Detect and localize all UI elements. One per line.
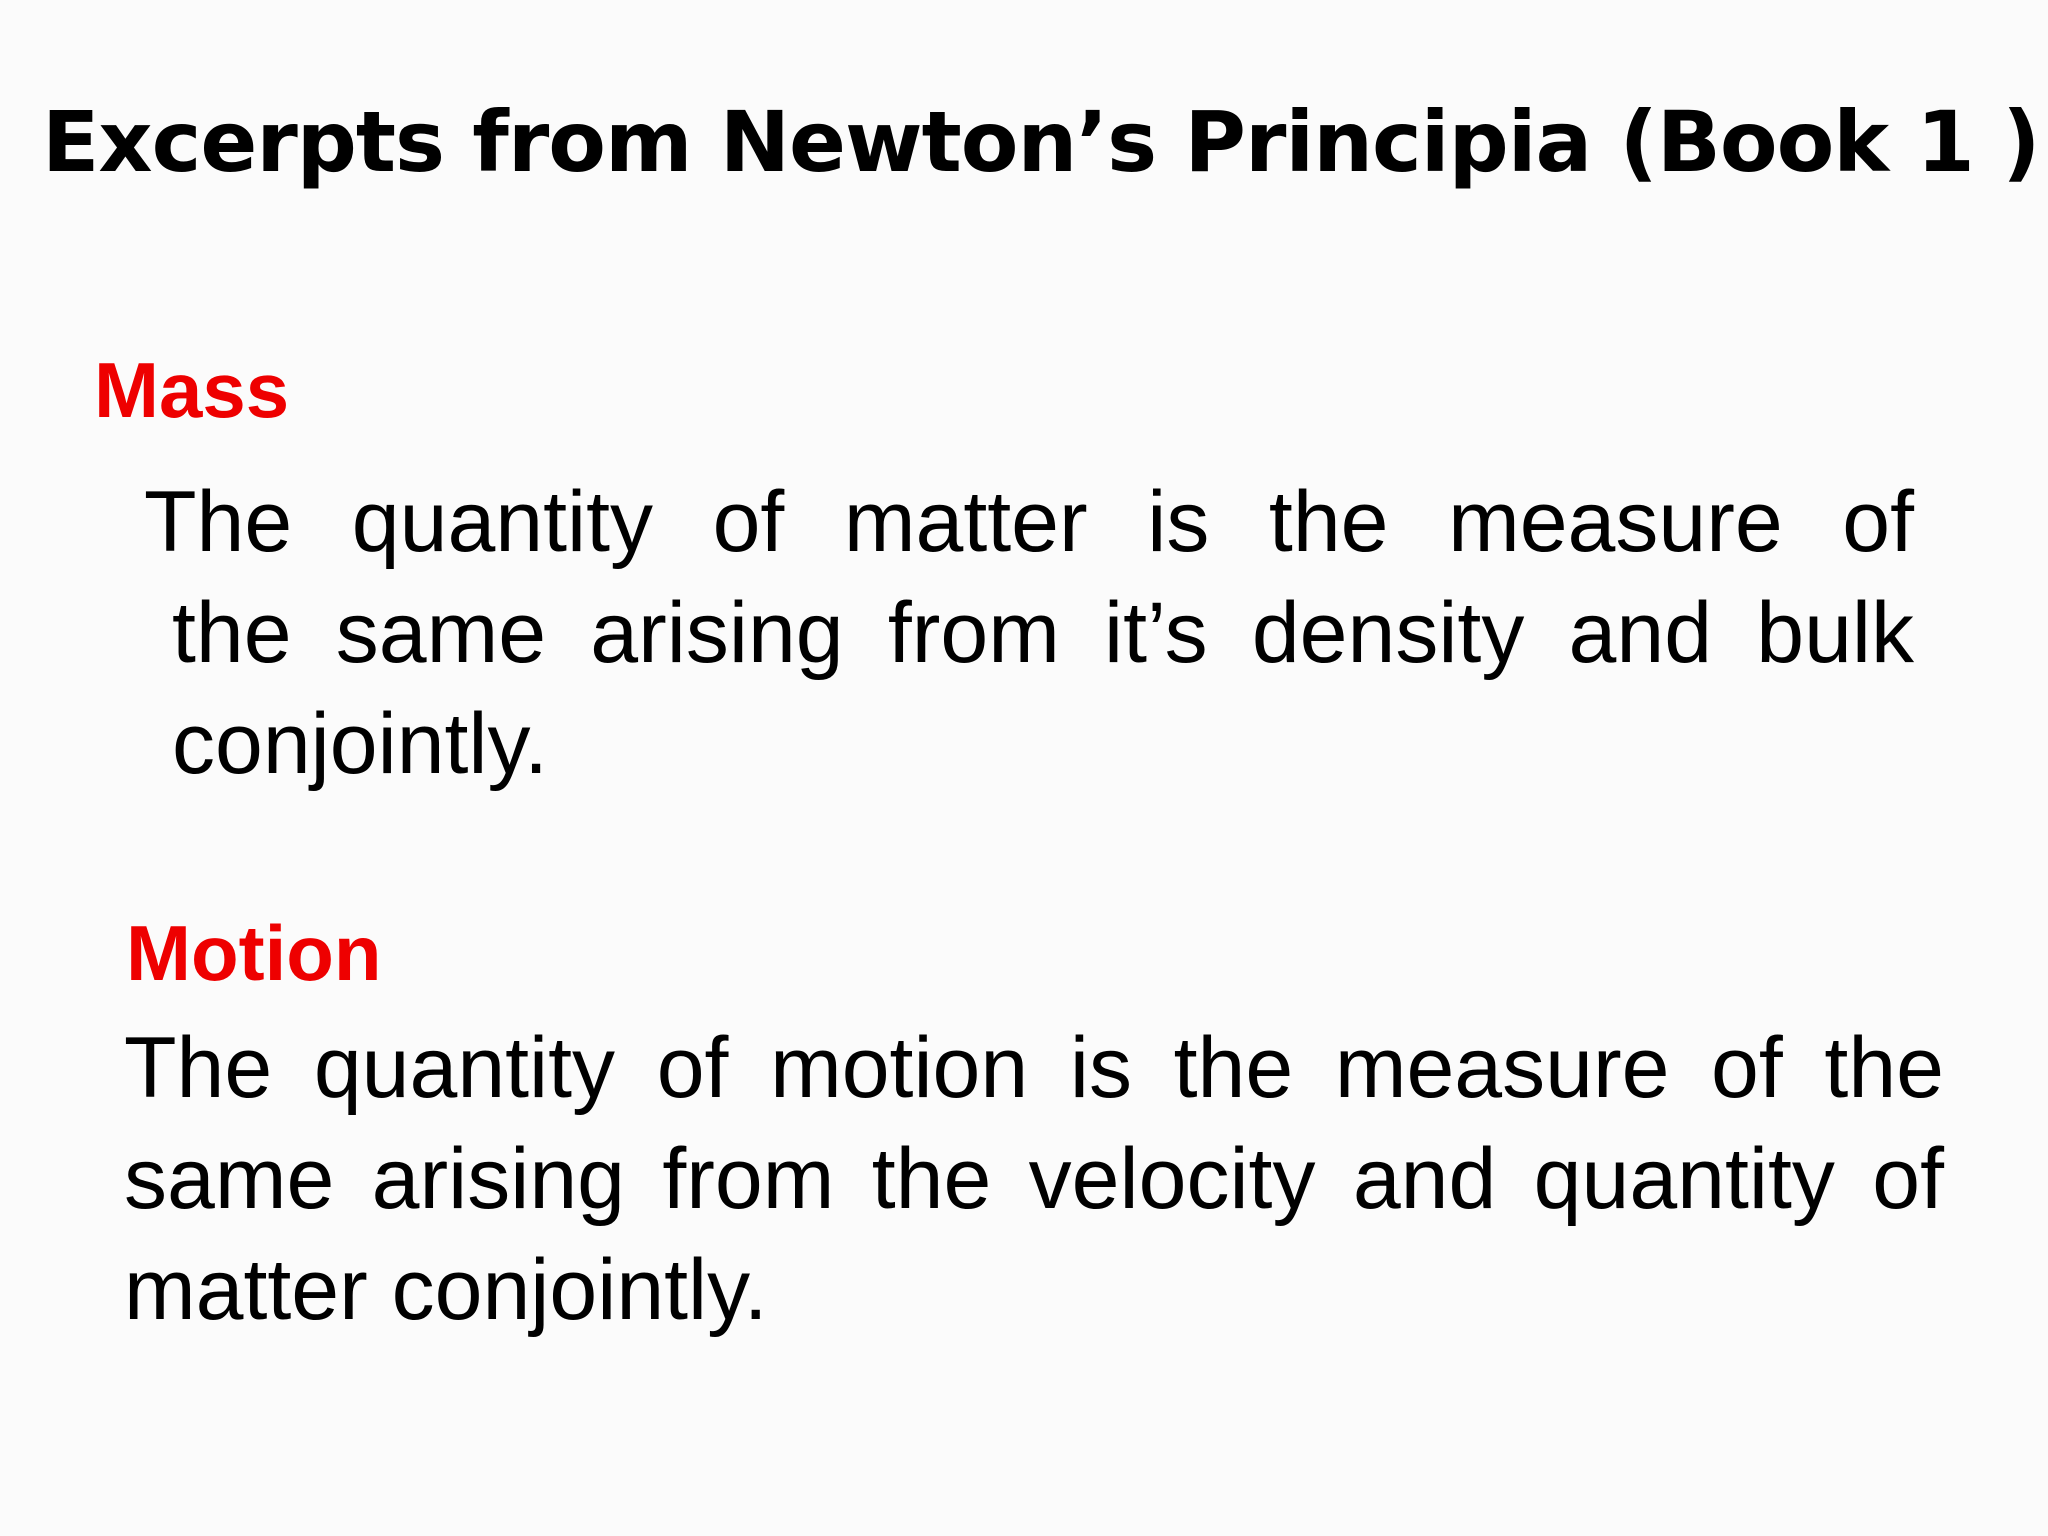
motion-heading: Motion	[126, 909, 382, 997]
mass-definition	[144, 467, 1914, 800]
mass-definition-continuation: the same arising from it’s density and bulk conjointly.	[172, 585, 1914, 792]
mass-definition-line-1: The quantity of matter is the measure of	[144, 474, 1914, 570]
slide-title: Excerpts from Newton’s Principia (Book 1 )	[42, 93, 2040, 191]
motion-definition: The quantity of motion is the measure of the same arising from the velocity and quantity of matter conjointly.	[124, 1020, 1944, 1338]
mass-heading: Mass	[94, 346, 290, 434]
